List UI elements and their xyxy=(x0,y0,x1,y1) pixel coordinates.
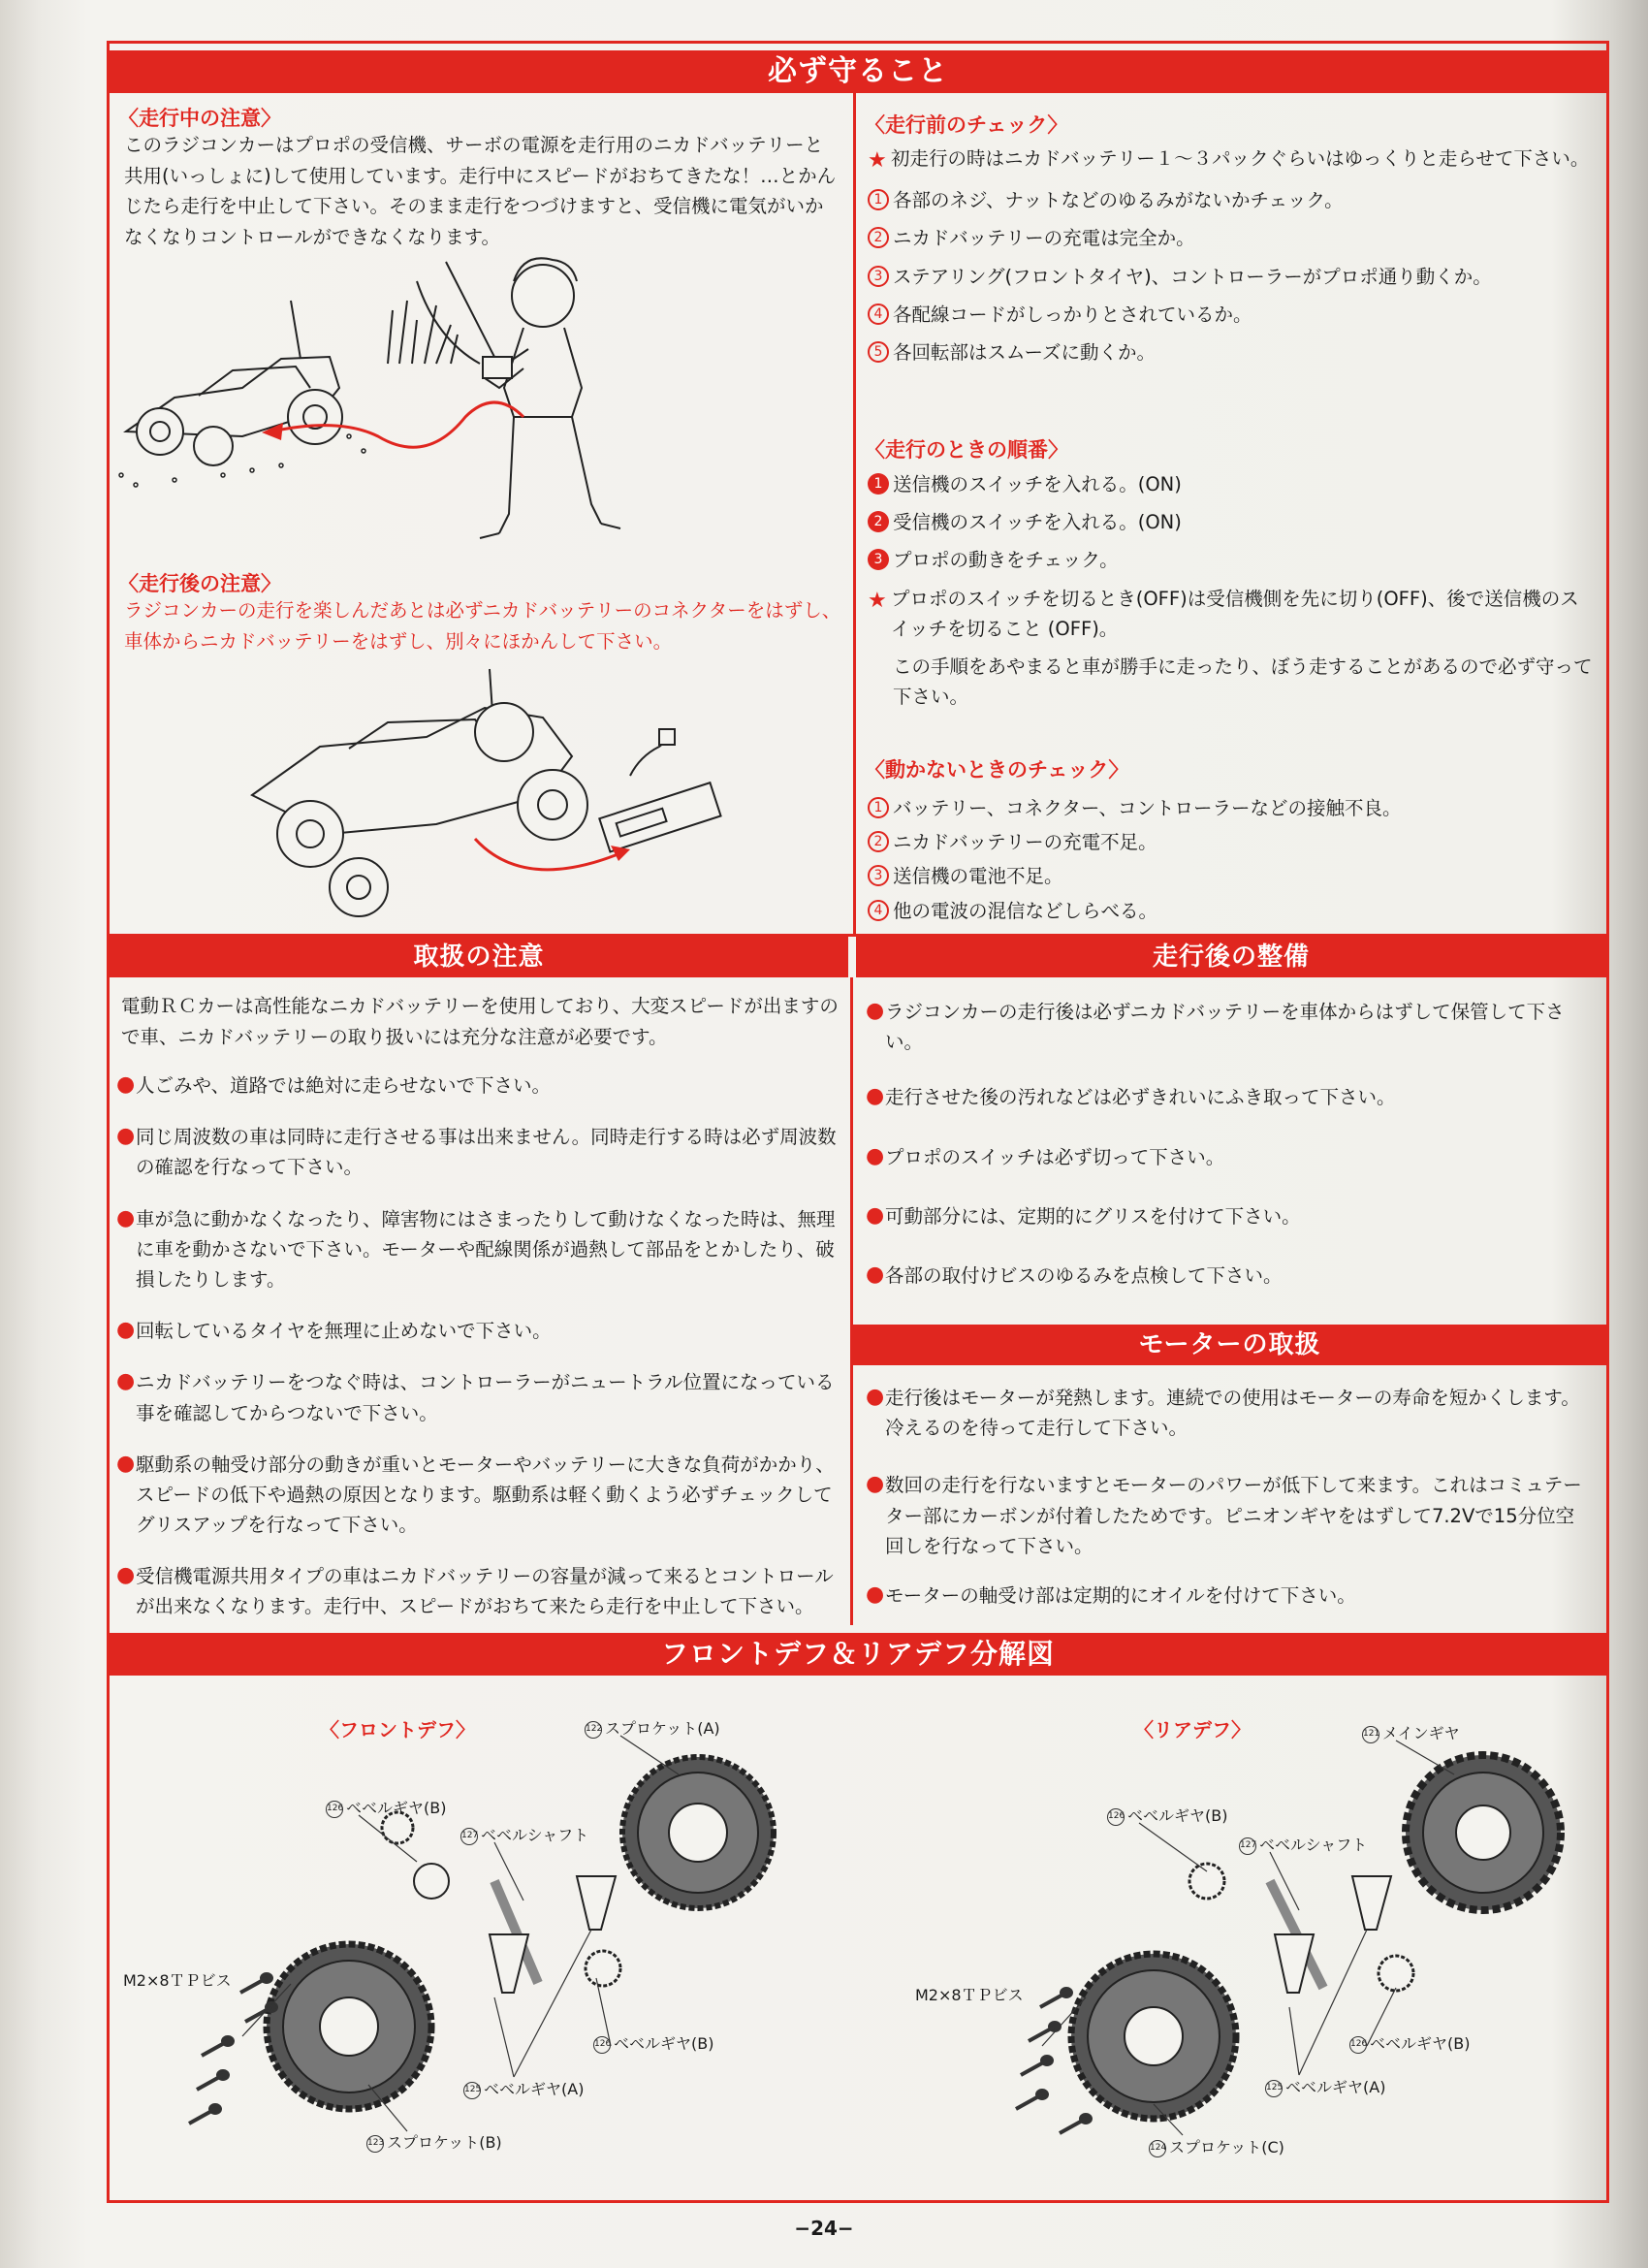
list-item: 2 受信機のスイッチを入れる。(ON) xyxy=(868,507,1595,537)
after-run-text: ラジコンカーの走行を楽しんだあとは必ずニカドバッテリーのコネクターをはずし、車体からニカドバッテリーをはずし、別々にほかんして下さい。 xyxy=(124,599,841,653)
list-item: 3 送信機の電池不足。 xyxy=(868,861,1595,891)
after-run-heading: 〈走行後の注意〉 xyxy=(118,572,281,595)
front-sprocket-a-label: 122 スプロケット(A) xyxy=(586,1719,720,1738)
rear-bevel-a-label: 125 ベベルギヤ(A) xyxy=(1266,2078,1386,2096)
rear-bevel-b-top-label: 126 ベベルギヤ(B) xyxy=(1108,1806,1228,1825)
list-item: 2 ニカドバッテリーの充電は完全か。 xyxy=(868,223,1595,253)
page-title: 必ず守ること xyxy=(768,54,948,88)
list-item: 5 各回転部はスムーズに動くか。 xyxy=(868,337,1595,367)
pre-check-heading: 〈走行前のチェック〉 xyxy=(865,113,1068,137)
list-item: ● プロポのスイッチは必ず切って下さい。 xyxy=(866,1143,1225,1168)
front-sprocket-b-label: 123 スプロケット(B) xyxy=(367,2133,502,2152)
star-icon: ★ xyxy=(868,588,887,613)
front-screw-label: M2×8ＴＰビス xyxy=(123,1971,232,1990)
rear-main-gear-label: 121 メインギヤ xyxy=(1363,1724,1460,1742)
pre-check-star: ★ 初走行の時はニカドバッテリー１～３パックぐらいはゆっくりと走らせて下さい。 xyxy=(868,144,1595,177)
not-moving-heading: 〈動かないときのチェック〉 xyxy=(865,758,1129,782)
list-item: 3 ステアリング(フロントタイヤ)、コントローラーがプロポ通り動くか。 xyxy=(868,262,1595,292)
star-icon: ★ xyxy=(868,148,887,173)
list-item: ● ラジコンカーの走行後は必ずニカドバッテリーを車体からはずして保管して下さい。 xyxy=(866,999,1565,1054)
maintenance-title: 走行後の整備 xyxy=(1152,942,1310,972)
list-item: 3 プロポの動きをチェック。 xyxy=(868,545,1595,575)
rear-diff-heading: 〈リアデフ〉 xyxy=(1134,1718,1251,1741)
sequence-note: この手順をあやまると車が勝手に走ったり、ぼう走することがあるので必ず守って下さい。 xyxy=(893,655,1593,709)
list-item: ● ニカドバッテリーをつなぐ時は、コントローラーがニュートラル位置になっている事を確認してからつないで下さい。 xyxy=(116,1369,835,1424)
diagram-title: フロントデフ＆リアデフ分解図 xyxy=(660,1638,1055,1670)
list-item: ● 同じ周波数の車は同時に走行させる事は出来ません。同時走行する時は必ず周波数の確認を行なって下さい。 xyxy=(116,1124,837,1179)
front-shaft-label: 127 ベベルシャフト xyxy=(461,1826,589,1844)
front-bevel-b-right-label: 126 ベベルギヤ(B) xyxy=(594,2034,714,2053)
rear-shaft-label: 127 ベベルシャフト xyxy=(1240,1836,1368,1854)
list-item: ● 数回の走行を行ないますとモーターのパワーが低下して来ます。これはコミュテーター部にカーボンが付着したためです。ピニオンギヤをはずして7.2Vで15分位空回しを行なって下さい。 xyxy=(866,1472,1582,1557)
list-item: ● 車が急に動かなくなったり、障害物にはさまったりして動けなくなった時は、無理に車を動かさないで下さい。モーターや配線関係が過熱して部品をとかしたり、破損したりします。 xyxy=(116,1205,836,1291)
front-bevel-a-label: 125 ベベルギヤ(A) xyxy=(464,2080,585,2098)
handling-intro: 電動ＲＣカーは高性能なニカドバッテリーを使用しており、大変スピードが出ますので車、ニカドバッテリーの取り扱いには充分な注意が必要です。 xyxy=(121,995,839,1048)
during-run-text: このラジコンカーはプロポの受信機、サーボの電源を走行用のニカドバッテリーと共用(いっしょに)して使用しています。走行中にスピードがおちてきたな！…とかんじたら走行を中止して下さい。そのまま走行をつづけますと、受信機に電気がいかなくなりコントロールができなくなります。 xyxy=(124,134,837,248)
list-item: 1 バッテリー、コネクター、コントローラーなどの接触不良。 xyxy=(868,793,1595,823)
rear-sprocket-c-label: 124 スプロケット(C) xyxy=(1150,2138,1284,2156)
page-number: −24− xyxy=(794,2217,854,2240)
list-item: 1 各部のネジ、ナットなどのゆるみがないかチェック。 xyxy=(868,185,1595,215)
list-item: 4 他の電波の混信などしらべる。 xyxy=(868,896,1595,926)
list-item: ● 駆動系の軸受け部分の動きが重いとモーターやバッテリーに大きな負荷がかかり、スピードの低下や過熱の原因となります。駆動系は軽く動くよう必ずチェックしてグリスアップを行なって下さい。 xyxy=(116,1451,835,1537)
list-item: ● 各部の取付けビスのゆるみを点検して下さい。 xyxy=(866,1262,1283,1287)
front-diff-heading: 〈フロントデフ〉 xyxy=(320,1718,475,1741)
list-item: ● 走行後はモーターが発熱します。連続での使用はモーターの寿命を短かくします。冷えるのを待って走行して下さい。 xyxy=(866,1385,1580,1440)
motor-title: モーターの取扱 xyxy=(1138,1330,1321,1359)
list-item: 2 ニカドバッテリーの充電不足。 xyxy=(868,827,1595,857)
list-item: 1 送信機のスイッチを入れる。(ON) xyxy=(868,469,1595,499)
list-item: ● 回転しているタイヤを無理に止めないで下さい。 xyxy=(116,1318,552,1343)
rear-screw-label: M2×8ＴＰビス xyxy=(915,1986,1024,2004)
list-item: ● 人ごみや、道路では絶対に走らせないで下さい。 xyxy=(116,1072,552,1097)
list-item: ● 走行させた後の汚れなどは必ずきれいにふき取って下さい。 xyxy=(866,1084,1396,1109)
list-item: ● 受信機電源共用タイプの車はニカドバッテリーの容量が減って来るとコントロールが出来なくなります。走行中、スピードがおちて来たら走行を中止して下さい。 xyxy=(116,1563,834,1618)
during-run-heading: 〈走行中の注意〉 xyxy=(118,107,281,130)
list-item: ● モーターの軸受け部は定期的にオイルを付けて下さい。 xyxy=(866,1581,1356,1607)
front-bevel-b-top-label: 126 ベベルギヤ(B) xyxy=(327,1799,447,1817)
handling-title: 取扱の注意 xyxy=(413,942,545,972)
rear-bevel-b-right-label: 126 ベベルギヤ(B) xyxy=(1350,2034,1471,2053)
sequence-star: ★ プロポのスイッチを切るとき(OFF)は受信機側を先に切り(OFF)、後で送信機のスイッチを切ること (OFF)。 xyxy=(868,584,1595,644)
list-item: ● 可動部分には、定期的にグリスを付けて下さい。 xyxy=(866,1202,1301,1228)
list-item: 4 各配線コードがしっかりとされているか。 xyxy=(868,300,1595,330)
sequence-heading: 〈走行のときの順番〉 xyxy=(865,438,1068,462)
